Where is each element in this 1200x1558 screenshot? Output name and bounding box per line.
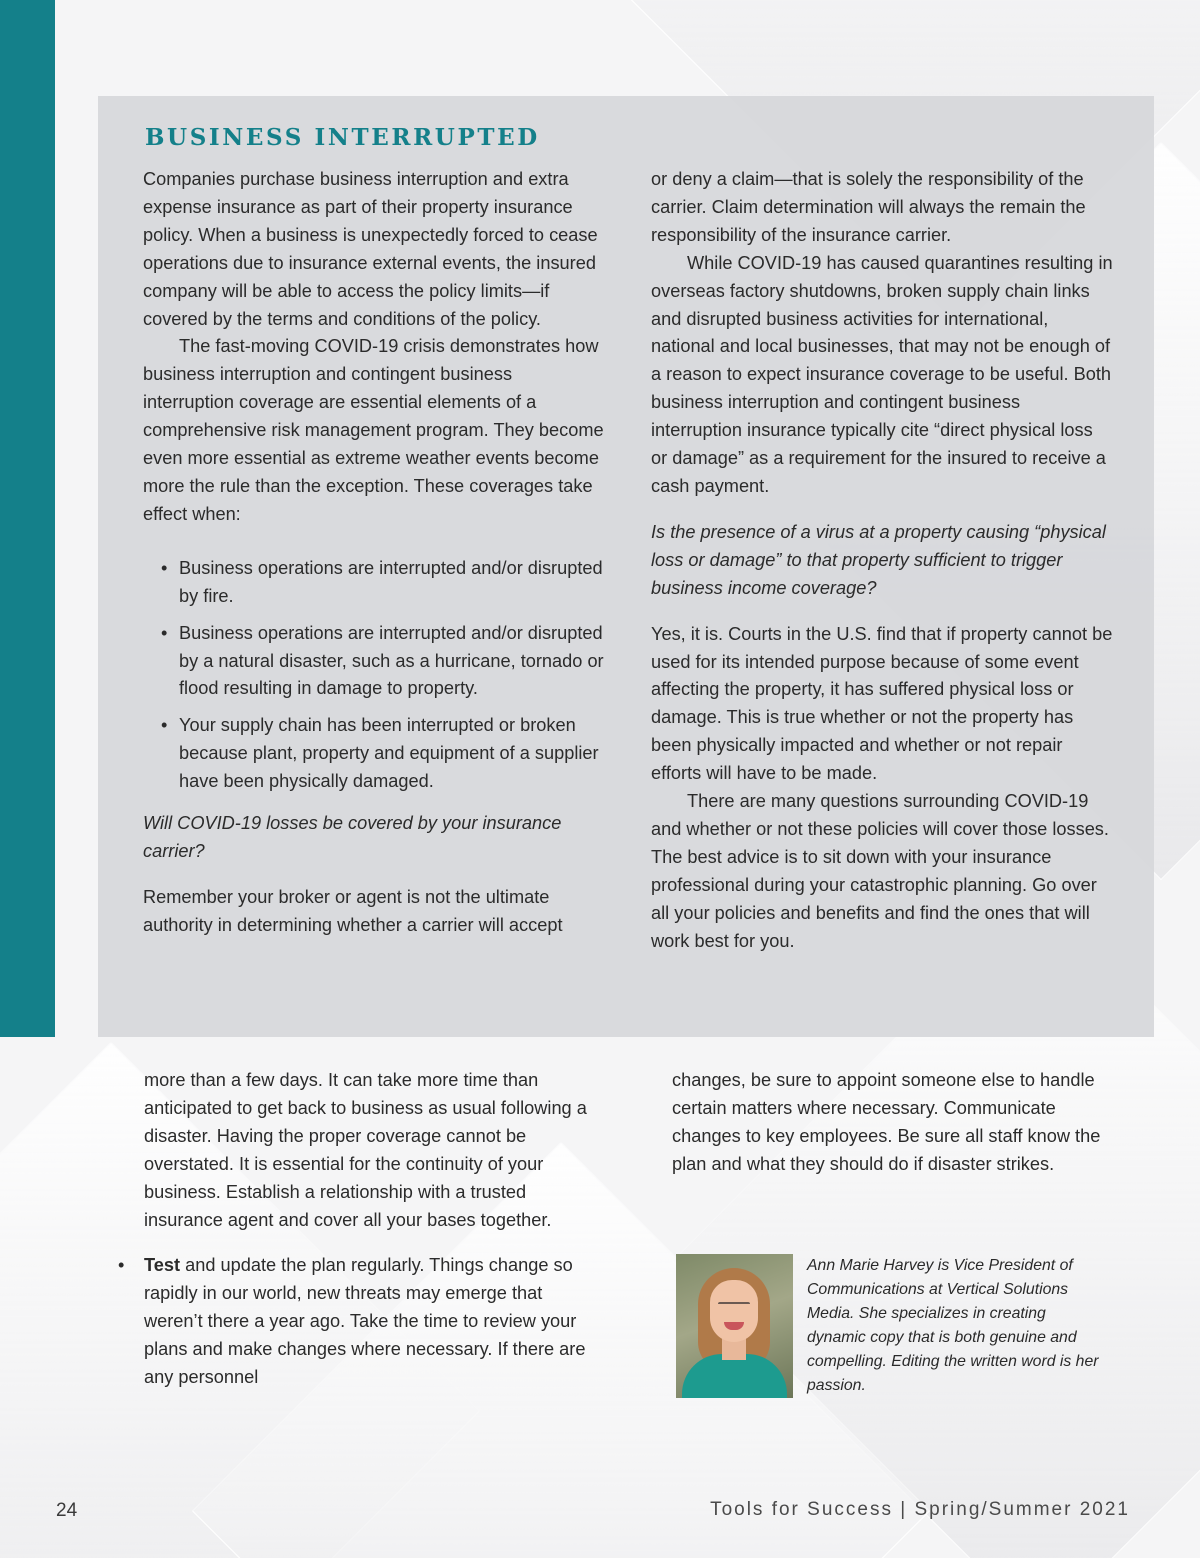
author-box — [676, 1254, 1099, 1398]
author-photo — [676, 1254, 793, 1398]
paragraph: Companies purchase business interruption and extra expense insurance as part of their property insurance policy. When a business is unexpectedly forced to cease operations due to insurance external events, the insured company will be able to access the policy limits—if covered by the terms and conditions of the policy. — [143, 169, 598, 329]
bold-keyword: Test — [144, 1255, 181, 1276]
question-heading: Is the presence of a virus at a property causing “physical loss or damage” to that property sufficient to trigger business income coverage? — [651, 521, 1106, 598]
list-item: • Your supply chain has been interrupted or broken because plant, property and equipment of a supplier have been physically damaged. — [143, 712, 605, 796]
bullet-icon: • — [161, 715, 168, 736]
sidebar-column-right — [651, 166, 1113, 955]
paragraph: Yes, it is. Courts in the U.S. find that if property cannot be used for its intended purpose because of some event affecting the property, it has suffered physical loss or damage. This is true whether or not the property has been physically impacted and whether or not repair efforts will have to be made. — [651, 623, 1113, 784]
author-bio: Ann Marie Harvey is Vice President of Communications at Vertical Solutions Media. She specializes in creating dynamic copy that is both genuine and compelling. Editing the written word is her passion. — [807, 1257, 1099, 1394]
paragraph: While COVID-19 has caused quarantines resulting in overseas factory shutdowns, broken supply chain links and disrupted business activities for international, national and local businesses, that may not be enough of a reason to expect insurance coverage to be useful. Both business interruption and contingent business interruption insurance typically cite “direct physical loss or damage” as a requirement for the insured to receive a cash payment. — [651, 252, 1113, 496]
sidebar-column-left — [143, 166, 605, 940]
tips-list — [118, 1252, 589, 1392]
main-column-right — [672, 1067, 1112, 1179]
paragraph: Remember your broker or agent is not the ultimate authority in determining whether a carrier will accept — [143, 886, 563, 935]
page-number: 24 — [56, 1500, 78, 1521]
list-item: • Business operations are interrupted and/or disrupted by a natural disaster, such as a hurricane, tornado or flood resulting in damage to property. — [143, 620, 605, 704]
paragraph: The fast-moving COVID-19 crisis demonstrates how business interruption and contingent business interruption coverage are essential elements of a comprehensive risk management program. They become even more essential as extreme weather events become more the rule than the exception. These coverages take effect when: — [143, 336, 604, 524]
paragraph: There are many questions surrounding COVID-19 and whether or not these policies will cover those losses. The best advice is to sit down with your insurance professional during your catastrophic planning. Go over all your policies and benefits and find the ones that will work best for you. — [651, 791, 1109, 951]
paragraph: more than a few days. It can take more time than anticipated to get back to business as usual following a disaster. Having the proper coverage cannot be overstated. It is essential for the continuity of your business. Establish a relationship with a trusted insurance agent and cover all your bases together. — [144, 1070, 587, 1230]
bullet-icon: • — [161, 557, 168, 578]
bullet-icon: • — [118, 1255, 125, 1276]
main-column-left — [118, 1067, 589, 1401]
paragraph: changes, be sure to appoint someone else to handle certain matters where necessary. Communicate changes to key employees. Be sure all staff know the plan and what they should do if disaster strikes. — [672, 1070, 1101, 1174]
publication-name: Tools for Success | Spring/Summer 2021 — [710, 1499, 1130, 1520]
sidebar-title: BUSINESS INTERRUPTED — [145, 124, 540, 151]
accent-bar — [0, 0, 55, 1037]
list-item: • Test and update the plan regularly. Things change so rapidly in our world, new threats may emerge that weren’t there a year ago. Take the time to review your plans and make changes where necessary. If there are any personnel — [144, 1252, 589, 1392]
bullet-icon: • — [161, 622, 168, 643]
coverage-list — [143, 555, 605, 796]
list-item: • Business operations are interrupted and/or disrupted by fire. — [143, 555, 605, 611]
question-heading: Will COVID-19 losses be covered by your insurance carrier? — [143, 813, 562, 861]
paragraph: or deny a claim—that is solely the responsibility of the carrier. Claim determination will always the remain the responsibility of the insurance carrier. — [651, 169, 1086, 245]
